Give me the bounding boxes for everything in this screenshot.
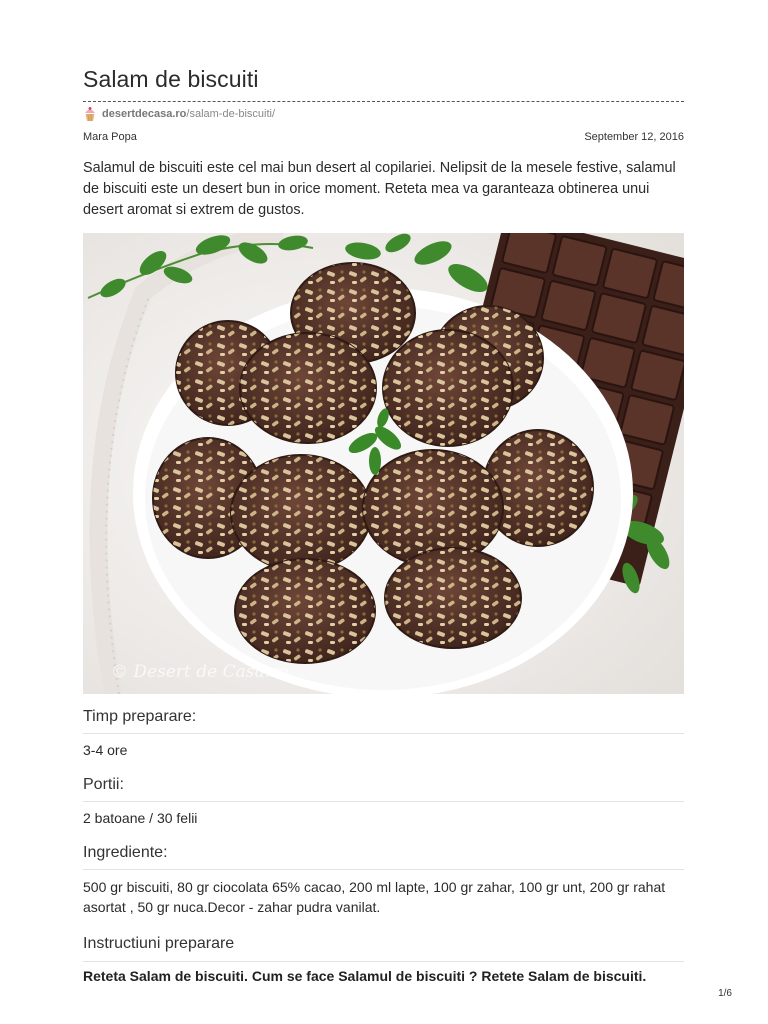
source-path: /salam-de-biscuiti/ <box>186 108 276 120</box>
instructions-lead: Reteta Salam de biscuiti. Cum se face Salamul de biscuiti ? Retete Salam de biscuiti. <box>83 968 647 984</box>
author-name: Mara Popa <box>83 131 137 143</box>
ingredients-value: 500 gr biscuiti, 80 gr ciocolata 65% cacao, 200 ml lapte, 100 gr zahar, 100 gr unt, 200 gr rahat asortat , 50 gr nuca.Decor - zahar pudra vanilat. <box>83 879 666 915</box>
intro-paragraph: Salamul de biscuiti este cel mai bun desert al copilariei. Nelipsit de la mesele festive, salamul de biscuiti este un desert bun in orice moment. Reteta mea va garanteaza obtinerea unui desert aromat si extrem de gustos. <box>83 160 676 218</box>
page-title: Salam de biscuiti <box>83 66 259 92</box>
section-divider <box>83 869 684 870</box>
page-number: 1/6 <box>718 988 732 999</box>
cupcake-icon <box>83 106 97 122</box>
publish-date: September 12, 2016 <box>584 131 684 143</box>
prep-time-value: 3-4 ore <box>83 742 128 758</box>
photo-watermark: © Desert de Casa.ro <box>111 662 289 682</box>
section-divider <box>83 961 684 962</box>
section-heading-instructions: Instructiuni preparare <box>83 935 235 952</box>
section-heading-prep-time: Timp preparare: <box>83 708 197 725</box>
section-divider <box>83 801 684 802</box>
section-heading-ingredients: Ingrediente: <box>83 844 168 861</box>
biscuit-salami-illustration <box>83 233 684 694</box>
section-heading-servings: Portii: <box>83 776 124 793</box>
section-divider <box>83 733 684 734</box>
title-divider <box>83 101 684 102</box>
source-link[interactable] <box>83 105 275 123</box>
servings-value: 2 batoane / 30 felii <box>83 810 198 826</box>
recipe-photo <box>83 233 684 694</box>
source-domain: desertdecasa.ro <box>102 108 187 120</box>
